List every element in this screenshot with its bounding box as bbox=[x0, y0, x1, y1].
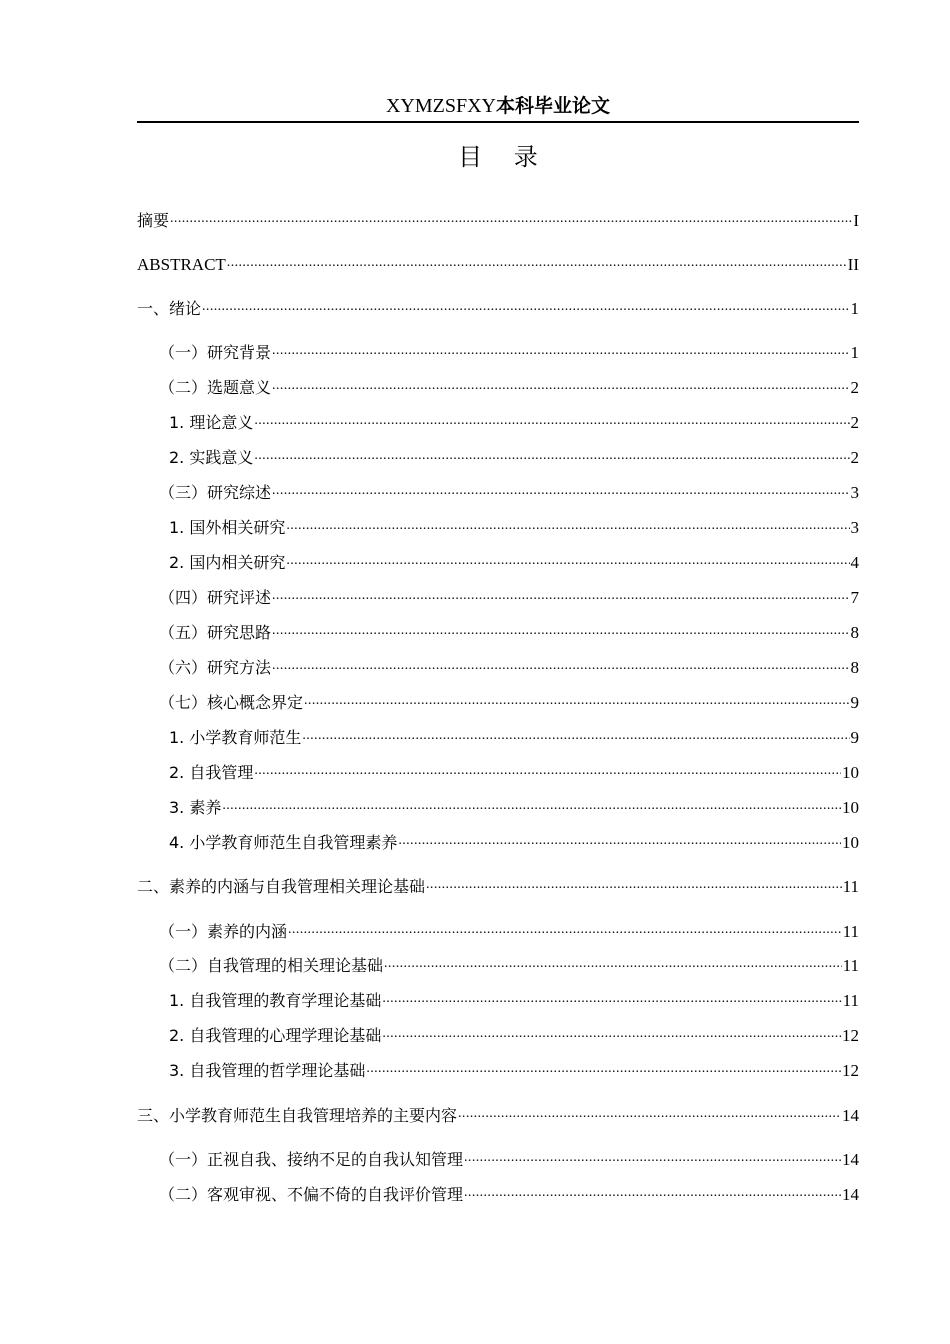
toc-entry-label: （六）研究方法 bbox=[159, 658, 272, 677]
toc-entry-label: 2. 国内相关研究 bbox=[169, 553, 286, 572]
toc-leader-dots bbox=[398, 828, 841, 848]
toc-entry-label: 3. 素养 bbox=[169, 798, 222, 817]
toc-entry-page: 2 bbox=[850, 413, 859, 432]
toc-entry[interactable] bbox=[137, 252, 859, 278]
toc-entry-page: 11 bbox=[842, 956, 859, 975]
toc-entry[interactable] bbox=[137, 550, 859, 576]
toc-entry[interactable] bbox=[137, 690, 859, 716]
running-header bbox=[137, 92, 859, 121]
toc-entry[interactable] bbox=[137, 655, 859, 681]
toc-leader-dots bbox=[272, 653, 849, 673]
toc-entry-page: 11 bbox=[842, 877, 859, 896]
toc-entry-page: 7 bbox=[850, 588, 859, 607]
toc-entry-label: （一）素养的内涵 bbox=[159, 922, 288, 941]
toc-entry-page: 4 bbox=[850, 553, 859, 572]
toc-entry-label: （三）研究综述 bbox=[159, 483, 272, 502]
toc-entry[interactable] bbox=[137, 725, 859, 751]
toc-leader-dots bbox=[254, 408, 849, 428]
toc-title: 目 录 bbox=[458, 143, 550, 171]
toc-leader-dots bbox=[254, 758, 841, 778]
toc-entry[interactable] bbox=[137, 208, 859, 234]
toc-entry-page: 11 bbox=[842, 922, 859, 941]
toc-entry-label: （一）研究背景 bbox=[159, 343, 272, 362]
toc-entry-page: 11 bbox=[842, 991, 859, 1010]
toc-leader-dots bbox=[170, 206, 852, 226]
toc-entry-label: 1. 自我管理的教育学理论基础 bbox=[169, 991, 382, 1010]
toc-entry-page: II bbox=[847, 255, 859, 274]
toc-leader-dots bbox=[286, 513, 849, 533]
header-rule bbox=[137, 121, 859, 123]
toc-leader-dots bbox=[426, 872, 842, 892]
toc-entry-page: I bbox=[853, 211, 859, 230]
toc-entry-label: 摘要 bbox=[137, 211, 170, 230]
toc-leader-dots bbox=[254, 443, 849, 463]
toc-entry-page: 10 bbox=[842, 798, 859, 817]
toc-leader-dots bbox=[272, 618, 849, 638]
toc-leader-dots bbox=[302, 723, 849, 743]
toc-entry[interactable] bbox=[137, 1103, 859, 1129]
toc-leader-dots bbox=[366, 1056, 841, 1076]
toc-entry-page: 2 bbox=[850, 378, 859, 397]
toc-entry[interactable] bbox=[137, 296, 859, 322]
toc-entry[interactable] bbox=[137, 515, 859, 541]
toc-entry[interactable] bbox=[137, 480, 859, 506]
toc-entry-label: （四）研究评述 bbox=[159, 588, 272, 607]
toc-entry-page: 14 bbox=[842, 1106, 859, 1125]
toc-entry-label: 三、小学教育师范生自我管理培养的主要内容 bbox=[137, 1106, 458, 1125]
toc-entry-page: 12 bbox=[842, 1061, 859, 1080]
toc-entry-page: 14 bbox=[842, 1185, 859, 1204]
toc-leader-dots bbox=[464, 1145, 841, 1165]
toc-entry-page: 3 bbox=[850, 483, 859, 502]
toc-entry-page: 2 bbox=[850, 448, 859, 467]
toc-leader-dots bbox=[288, 917, 842, 937]
toc-leader-dots bbox=[272, 583, 849, 603]
toc-entry-label: 1. 小学教育师范生 bbox=[169, 728, 302, 747]
toc-entry-label: （二）自我管理的相关理论基础 bbox=[159, 956, 384, 975]
toc-entry[interactable] bbox=[137, 830, 859, 856]
toc-entry[interactable] bbox=[137, 375, 859, 401]
toc-entry-label: （五）研究思路 bbox=[159, 623, 272, 642]
toc-entry[interactable] bbox=[137, 795, 859, 821]
toc-entry-label: ABSTRACT bbox=[137, 255, 226, 274]
toc-entry[interactable] bbox=[137, 620, 859, 646]
toc-leader-dots bbox=[384, 951, 842, 971]
toc-leader-dots bbox=[227, 250, 847, 270]
toc-entry-label: （二）选题意义 bbox=[159, 378, 272, 397]
toc-entry-page: 1 bbox=[850, 299, 859, 318]
toc-entry-label: 2. 自我管理 bbox=[169, 763, 254, 782]
toc-entry-page: 8 bbox=[850, 623, 859, 642]
toc-entry-label: 一、绪论 bbox=[137, 299, 202, 318]
toc-entry-label: 2. 实践意义 bbox=[169, 448, 254, 467]
toc-entry[interactable] bbox=[137, 919, 859, 945]
toc-entry[interactable] bbox=[137, 874, 859, 900]
toc-entry[interactable] bbox=[137, 410, 859, 436]
toc-entry[interactable] bbox=[137, 760, 859, 786]
toc-leader-dots bbox=[464, 1180, 841, 1200]
toc-leader-dots bbox=[272, 373, 849, 393]
toc-entry[interactable] bbox=[137, 445, 859, 471]
toc-leader-dots bbox=[222, 793, 841, 813]
toc-entry[interactable] bbox=[137, 340, 859, 366]
toc-entry-page: 3 bbox=[850, 518, 859, 537]
toc-leader-dots bbox=[202, 294, 849, 314]
toc-entry-page: 1 bbox=[850, 343, 859, 362]
toc-entry-page: 10 bbox=[842, 763, 859, 782]
toc-entry-page: 10 bbox=[842, 833, 859, 852]
toc-leader-dots bbox=[382, 986, 841, 1006]
toc-entry-label: 2. 自我管理的心理学理论基础 bbox=[169, 1026, 382, 1045]
toc-entry-page: 8 bbox=[850, 658, 859, 677]
toc-entry[interactable] bbox=[137, 585, 859, 611]
header-thesis-type: 本科毕业论文 bbox=[496, 95, 611, 117]
toc-entry-page: 9 bbox=[850, 693, 859, 712]
toc-entry[interactable] bbox=[137, 1182, 859, 1208]
toc-entry[interactable] bbox=[137, 1058, 859, 1084]
toc-entry-page: 9 bbox=[850, 728, 859, 747]
header-school-code: XYMZSFXY bbox=[385, 95, 496, 117]
toc-leader-dots bbox=[382, 1021, 841, 1041]
toc-entry-page: 12 bbox=[842, 1026, 859, 1045]
toc-entry-label: 4. 小学教育师范生自我管理素养 bbox=[169, 833, 398, 852]
toc-leader-dots bbox=[272, 338, 849, 358]
toc-entry-label: 1. 理论意义 bbox=[169, 413, 254, 432]
toc-entry[interactable] bbox=[137, 1147, 859, 1173]
toc-leader-dots bbox=[458, 1101, 841, 1121]
toc-entry-page: 14 bbox=[842, 1150, 859, 1169]
toc-entry-label: 二、素养的内涵与自我管理相关理论基础 bbox=[137, 877, 426, 896]
toc-entry-label: （二）客观审视、不偏不倚的自我评价管理 bbox=[159, 1185, 464, 1204]
toc-entry-label: （一）正视自我、接纳不足的自我认知管理 bbox=[159, 1150, 464, 1169]
toc-entry-label: 1. 国外相关研究 bbox=[169, 518, 286, 537]
toc-entry[interactable] bbox=[137, 988, 859, 1014]
toc-leader-dots bbox=[272, 478, 849, 498]
toc-leader-dots bbox=[304, 688, 849, 708]
toc-entry-label: 3. 自我管理的哲学理论基础 bbox=[169, 1061, 366, 1080]
toc-entry[interactable] bbox=[137, 953, 859, 979]
toc-entry[interactable] bbox=[137, 1023, 859, 1049]
toc-entry-label: （七）核心概念界定 bbox=[159, 693, 304, 712]
toc-leader-dots bbox=[286, 548, 849, 568]
